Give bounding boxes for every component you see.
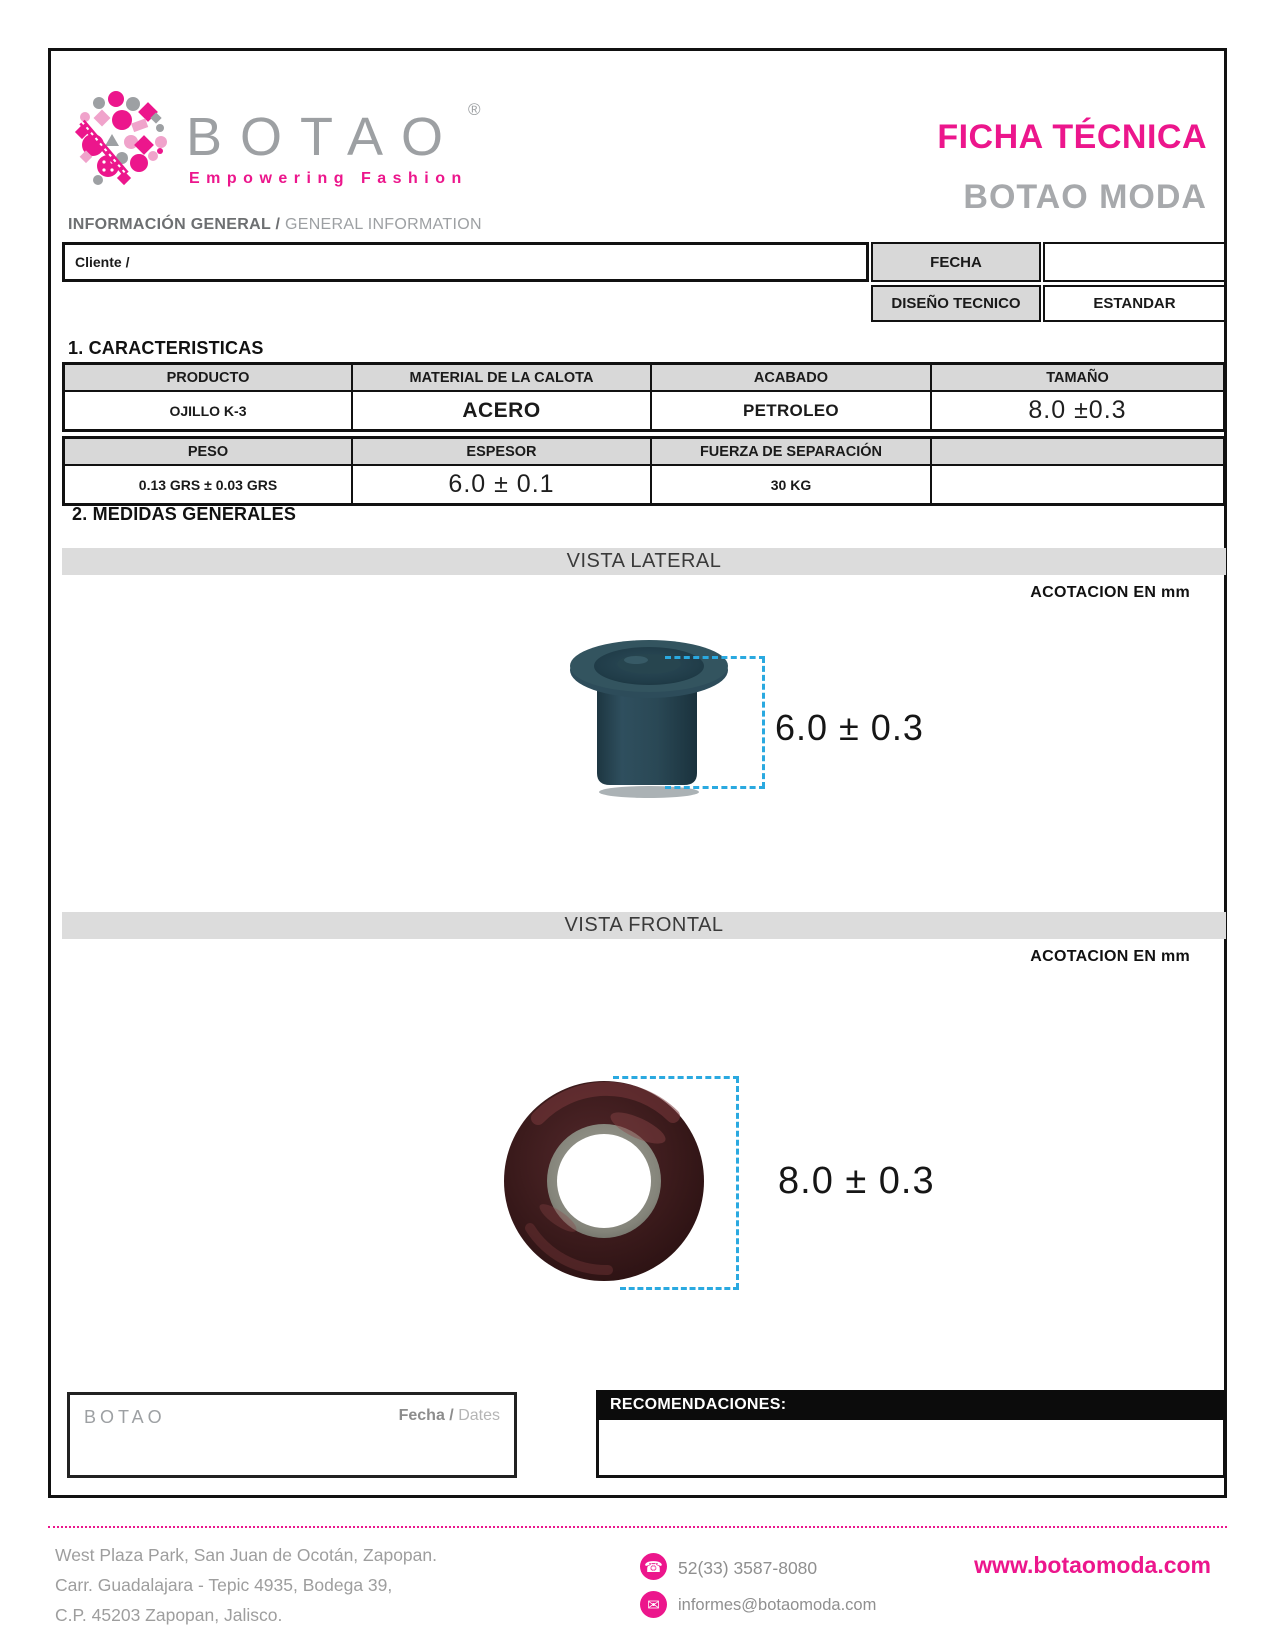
- signature-box: [67, 1392, 517, 1478]
- address-line-3: C.P. 45203 Zapopan, Jalisco.: [55, 1605, 283, 1625]
- frontal-dimension-line-top: [613, 1076, 739, 1079]
- brand-tagline: Empowering Fashion: [189, 170, 468, 187]
- footer-address: [55, 1540, 437, 1630]
- botao-logo-mosaic-icon: [72, 90, 172, 190]
- dates-label: Dates: [458, 1407, 500, 1424]
- frontal-dimension-line-bottom: [620, 1287, 739, 1290]
- footer-phone-number: 52(33) 3587-8080: [678, 1558, 818, 1578]
- fecha-value-cell: [1043, 242, 1226, 282]
- recomendaciones-box: [596, 1420, 1226, 1478]
- medidas-heading: 2. MEDIDAS GENERALES: [72, 504, 297, 524]
- lateral-dimension-line-bottom: [665, 786, 765, 789]
- address-line-2: Carr. Guadalajara - Tepic 4935, Bodega 39,: [55, 1575, 393, 1595]
- frontal-dimension-value: 8.0 ± 0.3: [778, 1160, 935, 1202]
- lateral-dimension-line-top: [665, 656, 765, 659]
- footer-email: informes@botaomoda.com: [678, 1596, 877, 1614]
- brand-wordmark: BOTAO: [186, 107, 462, 167]
- table1-header-acabado: ACABADO: [651, 364, 931, 391]
- table1-value-material: ACERO: [352, 391, 651, 430]
- table1-header-row: [64, 364, 1224, 391]
- table2-value-espesor: 6.0 ± 0.1: [352, 465, 651, 504]
- address-line-1: West Plaza Park, San Juan de Ocotán, Zapopan.: [55, 1545, 437, 1565]
- cliente-label: Cliente /: [75, 254, 130, 270]
- document-subtitle: BOTAO MODA: [963, 178, 1207, 216]
- eyelet-front-view-photo: [488, 1058, 758, 1303]
- vista-frontal-unit-note: ACOTACION EN mm: [1030, 948, 1190, 965]
- diseno-tecnico-value-cell: ESTANDAR: [1043, 285, 1226, 322]
- signature-box-date-label: [399, 1407, 500, 1425]
- vista-lateral-unit-note: ACOTACION EN mm: [1030, 584, 1190, 601]
- phone-icon: ☎: [640, 1553, 667, 1580]
- signature-box-brand-label: BOTAO: [84, 1407, 166, 1427]
- email-icon: ✉: [640, 1591, 667, 1618]
- eyelet-side-view-photo: [540, 608, 790, 803]
- fecha-label-cell: FECHA: [871, 242, 1041, 282]
- table2-header-row: [64, 438, 1224, 465]
- table1-header-tamano: TAMAÑO: [931, 364, 1224, 391]
- footer-dotted-separator: [48, 1526, 1227, 1528]
- caracteristicas-heading: 1. CARACTERISTICAS: [68, 338, 264, 358]
- footer-website: www.botaomoda.com: [974, 1552, 1211, 1578]
- table1-value-producto: OJILLO K-3: [64, 391, 352, 430]
- table1-header-producto: PRODUCTO: [64, 364, 352, 391]
- table2-header-empty: [931, 438, 1224, 465]
- table1-value-row: [64, 391, 1224, 430]
- lateral-dimension-value: 6.0 ± 0.3: [775, 707, 924, 748]
- document-title: FICHA TÉCNICA: [937, 118, 1207, 156]
- table2-value-empty: [931, 465, 1224, 504]
- general-info-heading: [68, 216, 482, 234]
- general-info-heading-es: INFORMACIÓN GENERAL /: [68, 216, 281, 233]
- table1-value-tamano: 8.0 ±0.3: [931, 391, 1224, 430]
- table2-header-peso: PESO: [64, 438, 352, 465]
- registered-trademark-icon: ®: [468, 100, 481, 119]
- vista-lateral-title-bar: VISTA LATERAL: [62, 548, 1226, 575]
- diseno-tecnico-label-cell: DISEÑO TECNICO: [871, 285, 1041, 322]
- caracteristicas-table-2: [62, 436, 1226, 506]
- general-info-heading-en: GENERAL INFORMATION: [284, 216, 482, 233]
- table1-header-material: MATERIAL DE LA CALOTA: [352, 364, 651, 391]
- table2-value-row: [64, 465, 1224, 504]
- caracteristicas-table-1: [62, 362, 1226, 432]
- recomendaciones-header-bar: RECOMENDACIONES:: [596, 1390, 1226, 1420]
- vista-frontal-title-bar: VISTA FRONTAL: [62, 912, 1226, 939]
- table2-header-fuerza: FUERZA DE SEPARACIÓN: [651, 438, 931, 465]
- fecha-label: Fecha /: [398, 1407, 454, 1424]
- cliente-field: [62, 242, 869, 282]
- lateral-dimension-line-vertical: [762, 657, 765, 788]
- table2-value-peso: 0.13 GRS ± 0.03 GRS: [64, 465, 352, 504]
- frontal-dimension-line-vertical: [736, 1077, 739, 1289]
- table2-value-fuerza: 30 KG: [651, 465, 931, 504]
- table1-value-acabado: PETROLEO: [651, 391, 931, 430]
- table2-header-espesor: ESPESOR: [352, 438, 651, 465]
